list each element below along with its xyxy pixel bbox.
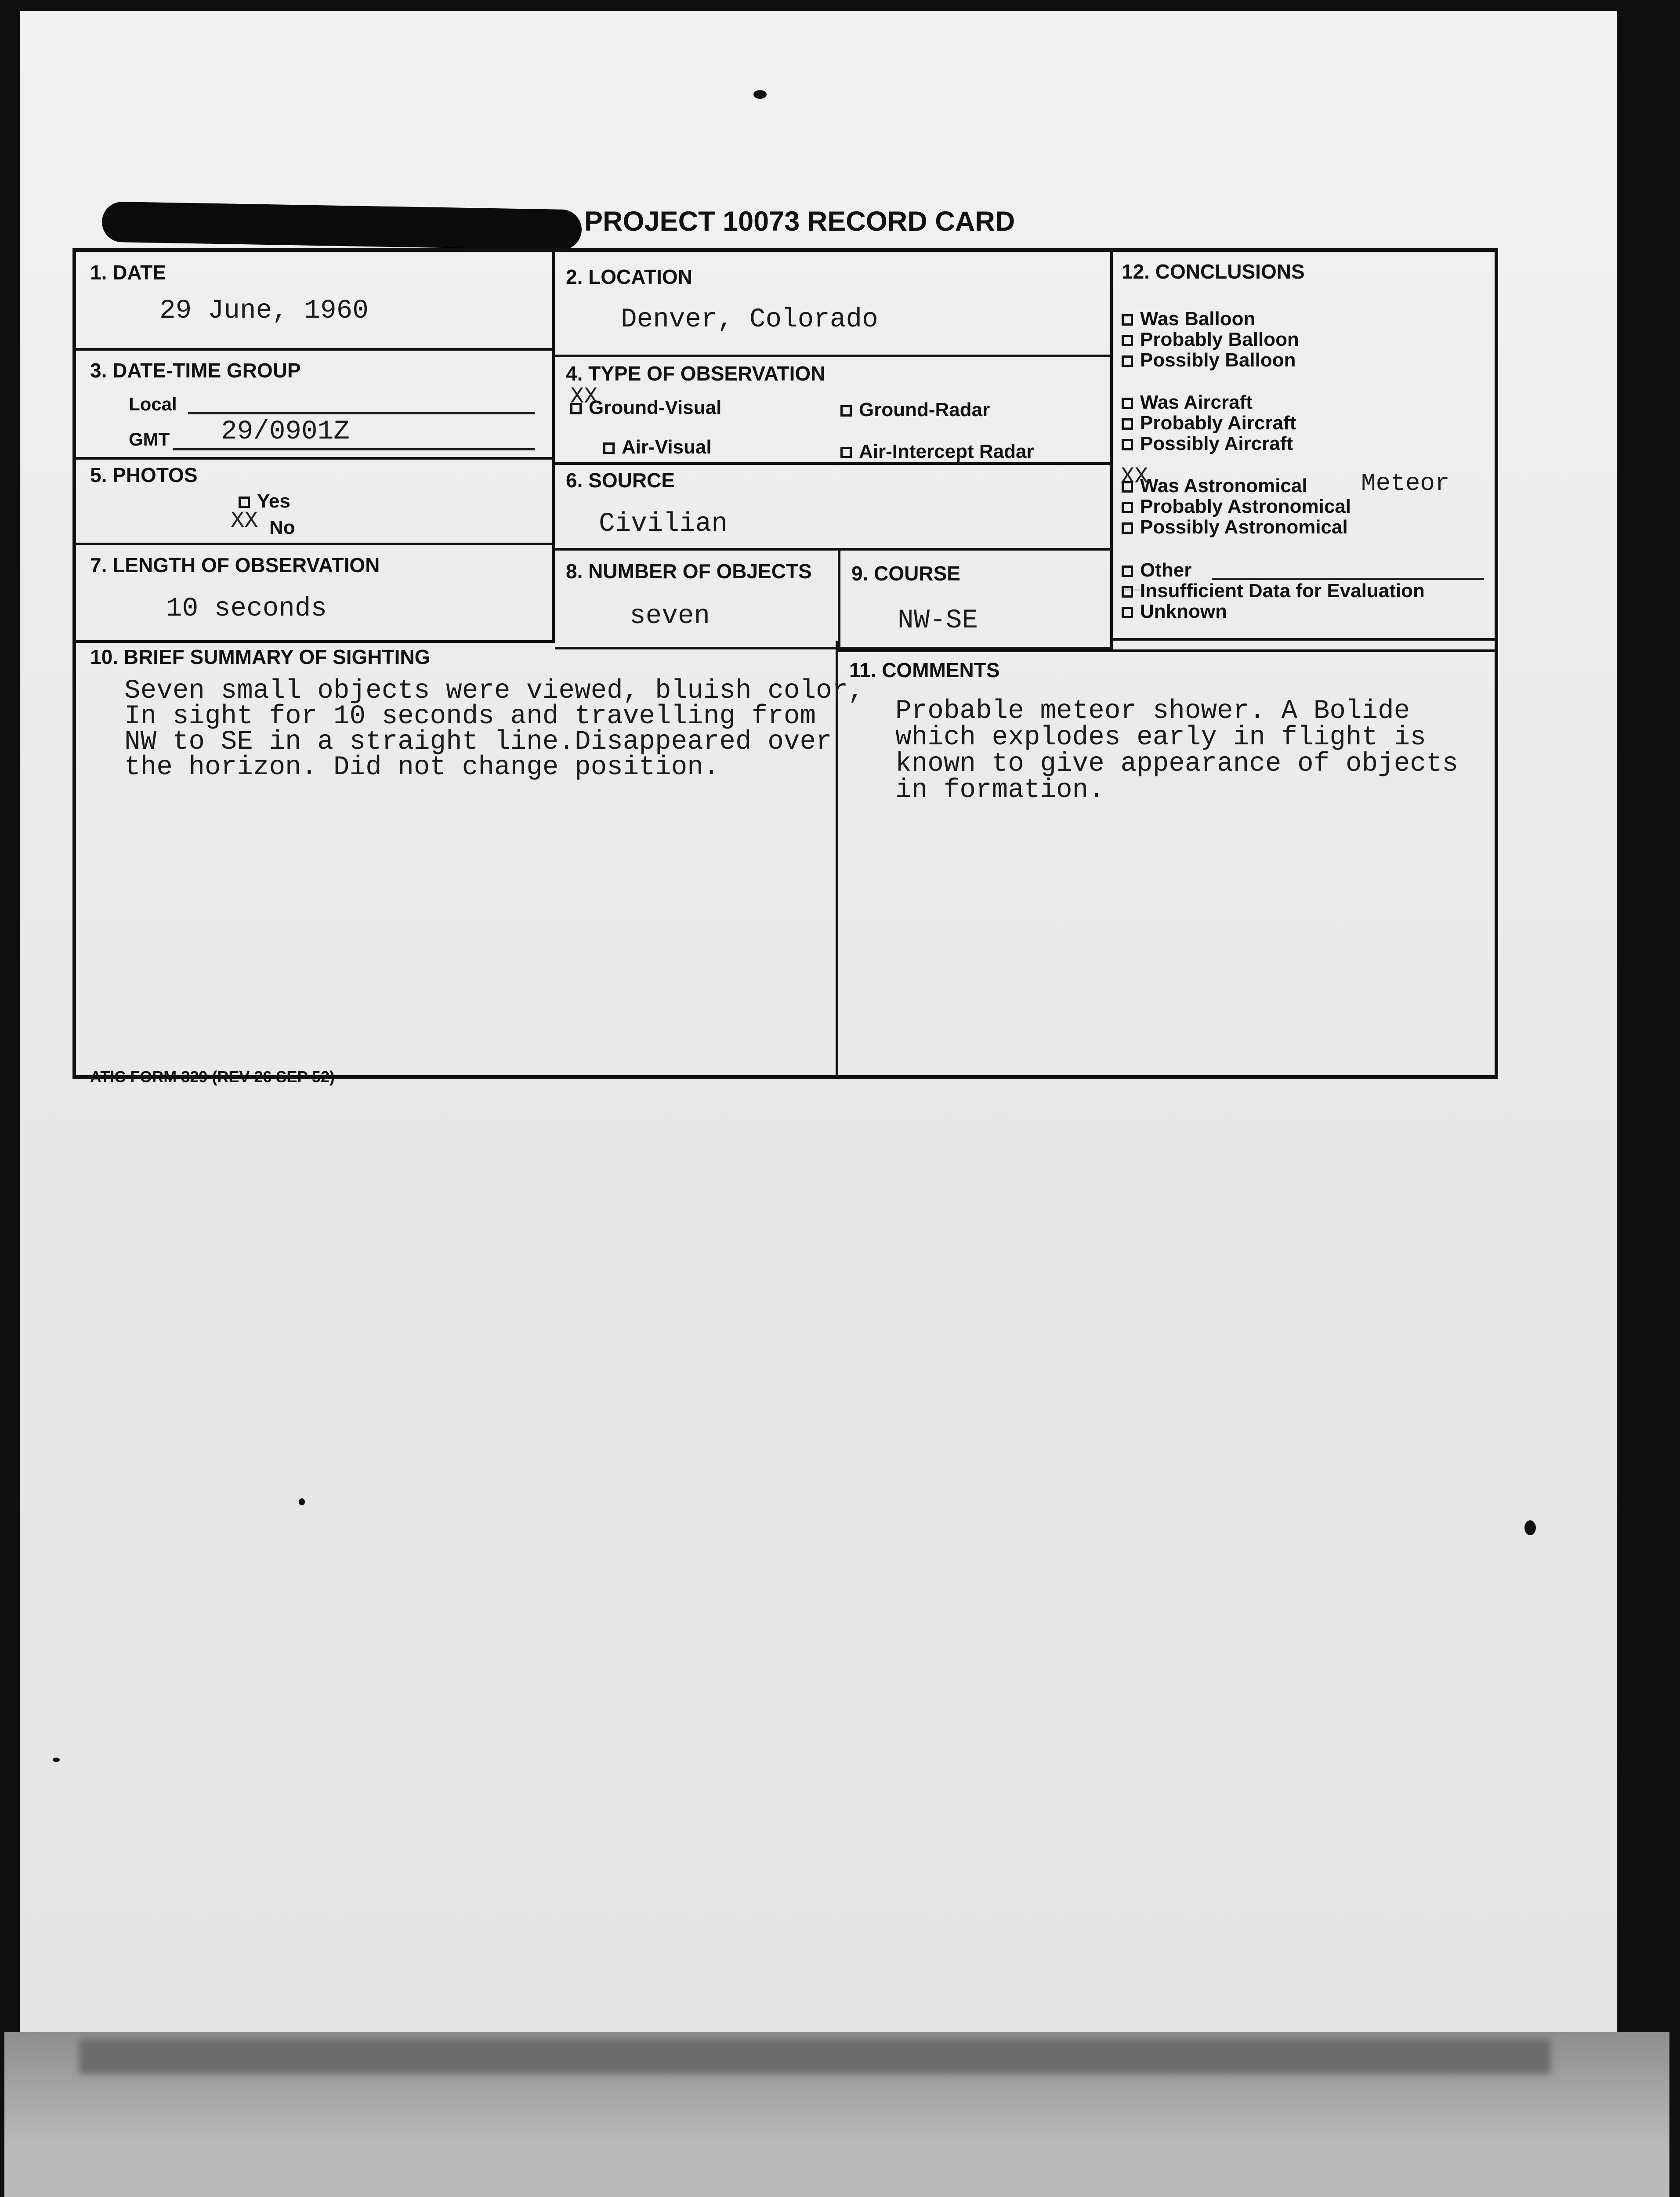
- conclusion-text: Unknown: [1140, 601, 1227, 622]
- conclusion-text: Possibly Astronomical: [1140, 516, 1348, 538]
- conclusion-item: [1122, 475, 1307, 497]
- card-title: PROJECT 10073 RECORD CARD: [584, 206, 1015, 237]
- checkbox: [1122, 522, 1133, 534]
- conclusion-text: Insufficient Data for Evaluation: [1140, 580, 1425, 602]
- photos-no: [269, 517, 295, 539]
- date-cell: [76, 252, 555, 351]
- bleed-through-mark: —: [1125, 576, 1140, 604]
- course-cell: [840, 551, 1113, 649]
- conclusion-item: [1122, 308, 1255, 330]
- location-label: 2. LOCATION: [566, 265, 692, 288]
- option-ground-visual: [570, 397, 721, 419]
- comments-label: 11. COMMENTS: [849, 659, 1000, 682]
- source-cell: [555, 465, 1113, 551]
- dtg-gmt-value: 29/0901Z: [221, 417, 350, 447]
- type-obs-label: 4. TYPE OF OBSERVATION: [566, 362, 826, 385]
- length-cell: [76, 545, 555, 643]
- source-value: Civilian: [599, 509, 728, 539]
- scan-speck: [53, 1758, 60, 1762]
- conclusion-text: Probably Astronomical: [1140, 496, 1351, 517]
- summary-line: In sight for 10 seconds and travelling from: [124, 701, 816, 732]
- checkbox: [1122, 314, 1133, 326]
- photos-cell: [76, 460, 555, 545]
- conclusion-text: Probably Aircraft: [1140, 412, 1296, 434]
- dtg-label: 3. DATE-TIME GROUP: [90, 359, 301, 382]
- location-value: Denver, Colorado: [621, 305, 878, 335]
- conclusion-text: Possibly Balloon: [1140, 349, 1296, 371]
- checkbox-photos-yes: [239, 497, 250, 508]
- course-label: 9. COURSE: [851, 562, 960, 585]
- summary-line: Seven small objects were viewed, bluish color,: [124, 676, 864, 706]
- checkbox: [1122, 607, 1133, 618]
- checkbox: [1122, 335, 1133, 346]
- option-ground-radar: [840, 399, 990, 421]
- conclusion-text: Possibly Aircraft: [1140, 433, 1293, 454]
- date-label: 1. DATE: [90, 261, 166, 284]
- summary-label: 10. BRIEF SUMMARY OF SIGHTING: [90, 645, 431, 668]
- option-air-visual-text: Air-Visual: [622, 436, 712, 458]
- conclusion-text: Was Balloon: [1140, 308, 1256, 330]
- photos-no-text: No: [269, 517, 295, 538]
- date-time-group-cell: [76, 351, 555, 460]
- dtg-gmt-line: [173, 448, 535, 450]
- checkbox-air-visual: [603, 442, 615, 454]
- checkbox: [1122, 566, 1133, 577]
- type-of-observation-cell: [555, 357, 1113, 465]
- conclusions-cell: [1113, 252, 1495, 641]
- conclusions-label: 12. CONCLUSIONS: [1122, 260, 1305, 283]
- summary-cell: [76, 641, 864, 1076]
- dtg-local-label: Local: [129, 394, 177, 414]
- scan-shadow: [79, 2039, 1551, 2074]
- option-air-visual: [603, 436, 712, 458]
- checkbox: [1122, 355, 1133, 367]
- checkbox: [1122, 502, 1133, 513]
- conclusion-text: Was Astronomical: [1140, 475, 1307, 497]
- type-obs-mark: XX: [570, 384, 598, 410]
- date-value: 29 June, 1960: [159, 296, 369, 326]
- option-air-intercept-radar-text: Air-Intercept Radar: [859, 441, 1034, 462]
- option-ground-visual-text: Ground-Visual: [589, 397, 722, 418]
- checkbox: [1122, 586, 1133, 598]
- number-cell: [555, 551, 840, 649]
- conclusion-text: Other: [1140, 559, 1192, 581]
- conclusion-item: [1122, 392, 1253, 413]
- scan-speck: [1524, 1520, 1536, 1535]
- summary-line: NW to SE in a straight line.Disappeared over: [124, 727, 832, 757]
- photos-yes-text: Yes: [257, 490, 290, 512]
- dtg-local-line: [188, 412, 535, 414]
- conclusion-item: [1122, 516, 1348, 538]
- source-label: 6. SOURCE: [566, 469, 675, 492]
- conclusion-item: [1122, 559, 1191, 581]
- comments-line: which explodes early in flight is: [895, 722, 1426, 753]
- option-ground-radar-text: Ground-Radar: [859, 399, 990, 421]
- conclusion-item: [1122, 580, 1425, 602]
- conclusion-mark: XX: [1121, 464, 1148, 489]
- photos-label: 5. PHOTOS: [90, 464, 198, 486]
- conclusion-item: [1122, 496, 1351, 518]
- redaction-bar: [101, 201, 582, 250]
- comments-cell: [838, 649, 1495, 1076]
- checkbox-ground-visual: [570, 403, 582, 414]
- comments-line: known to give appearance of objects: [895, 749, 1459, 779]
- option-air-intercept-radar: [840, 441, 1034, 463]
- photos-mark: XX: [231, 508, 258, 534]
- conclusion-text: Was Aircraft: [1140, 392, 1253, 413]
- conclusion-item: [1122, 349, 1296, 371]
- comments-line: Probable meteor shower. A Bolide: [895, 696, 1410, 726]
- summary-line: the horizon. Did not change position.: [124, 752, 720, 783]
- conclusion-item: [1122, 412, 1296, 434]
- dtg-gmt-label: GMT: [129, 429, 170, 450]
- conclusion-item: [1122, 601, 1227, 623]
- checkbox: [1122, 398, 1133, 409]
- record-card: [72, 248, 1498, 1079]
- conclusion-text: Probably Balloon: [1140, 329, 1299, 350]
- length-value: 10 seconds: [166, 594, 327, 624]
- number-label: 8. NUMBER OF OBJECTS: [566, 560, 812, 583]
- checkbox-ground-radar: [840, 405, 852, 417]
- checkbox-air-intercept-radar: [840, 447, 852, 458]
- conclusion-item: [1122, 329, 1299, 351]
- length-label: 7. LENGTH OF OBSERVATION: [90, 554, 380, 576]
- handwritten-meteor-note: Meteor: [1361, 469, 1450, 497]
- checkbox: [1122, 418, 1133, 430]
- scan-speck: [753, 90, 767, 99]
- number-value: seven: [630, 601, 710, 631]
- conclusion-item: [1122, 433, 1293, 455]
- checkbox: [1122, 439, 1133, 450]
- form-identifier: ATIC FORM 329 (REV 26 SEP 52): [90, 1068, 335, 1086]
- location-cell: [555, 252, 1113, 357]
- scan-speck: [299, 1498, 305, 1505]
- comments-line: in formation.: [895, 775, 1104, 805]
- checkbox: [1122, 481, 1133, 493]
- course-value: NW-SE: [898, 605, 978, 636]
